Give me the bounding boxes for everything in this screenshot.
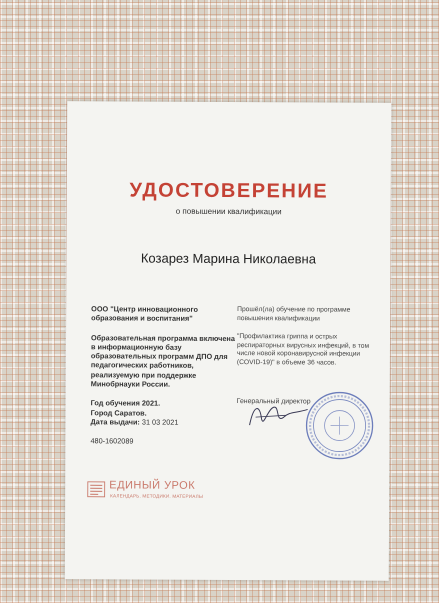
issue-date-value: 31 03 2021: [141, 417, 179, 427]
right-column: [237, 306, 377, 378]
city: Город Саратов.: [90, 407, 147, 418]
training-year: Год обучения 2021.: [90, 398, 161, 409]
program-title: "Профилактика гриппа и острых респираторных вирусных инфекций, в том числе новой коронавирусной инфекции (COVID-19)" в объеме 36 часов.: [236, 333, 370, 367]
edinyi-urok-logo: [87, 479, 227, 502]
certificate-sheet: [65, 101, 391, 581]
stamp-seal: [303, 389, 375, 461]
issue-date-label: Дата выдачи:: [90, 417, 140, 427]
organization-name: ООО "Центр инновационного образования и воспитания": [91, 304, 198, 324]
director-label: Генеральный директор: [236, 398, 311, 406]
logo-mark-icon: [87, 481, 105, 497]
left-column: [90, 304, 236, 446]
logo-tagline: КАЛЕНДАРЬ. МЕТОДИКИ. МАТЕРИАЛЫ: [110, 493, 204, 499]
recipient-name: Козарез Марина Николаевна: [140, 250, 317, 267]
program-note: Образовательная программа включена в информационную базу образовательных программ ДПО для педагогических работников, реализуемую при поддержке Минобрнауки России.: [90, 332, 235, 389]
logo-name: ЕДИНЫЙ УРОК: [109, 479, 196, 492]
certificate-title: УДОСТОВЕРЕНИЕ: [129, 179, 329, 203]
registration-number: 480-1602089: [90, 436, 134, 446]
issue-date: [91, 417, 236, 427]
certificate-subtitle: о повышении квалификации: [175, 206, 282, 217]
completion-text: Прошёл(ла) обучение по программе повышения квалификации: [237, 306, 351, 323]
